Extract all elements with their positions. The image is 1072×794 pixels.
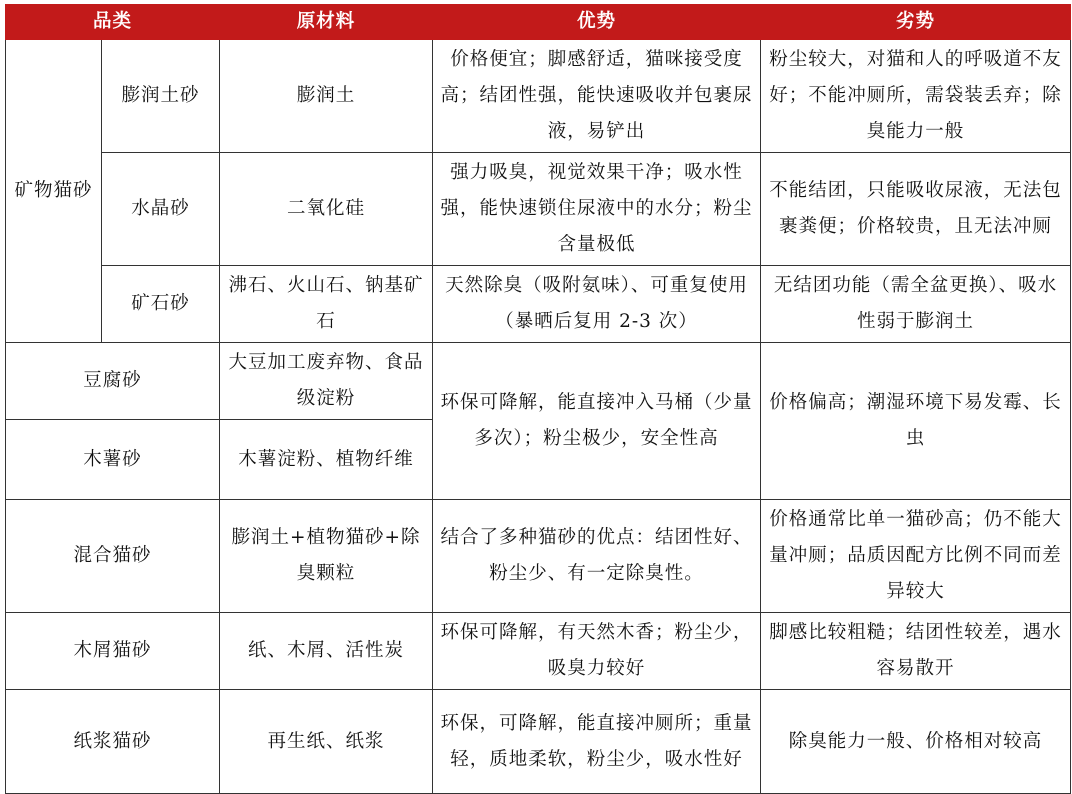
pros-ore: 天然除臭（吸附氨味）、可重复使用（暴晒后复用 2-3 次） [433, 266, 761, 343]
header-pros: 优势 [433, 5, 761, 40]
pros-plant-based: 环保可降解，能直接冲入马桶（少量多次）；粉尘极少，安全性高 [433, 343, 761, 500]
category-name-cassava: 木薯砂 [6, 420, 220, 500]
table-row-tofu [6, 343, 1071, 420]
comparison-table-wrapper [5, 4, 1070, 794]
table-row-paper [6, 690, 1071, 794]
cons-paper: 除臭能力一般、价格相对较高 [761, 690, 1071, 794]
cons-ore: 无结团功能（需全盆更换）、吸水性弱于膨润土 [761, 266, 1071, 343]
table-row-mixed [6, 500, 1071, 613]
table-row-crystal [6, 153, 1071, 266]
header-category: 品类 [6, 5, 220, 40]
material-bentonite: 膨润土 [220, 40, 433, 153]
table-row-sawdust [6, 613, 1071, 690]
material-cassava: 木薯淀粉、植物纤维 [220, 420, 433, 500]
category-name-tofu: 豆腐砂 [6, 343, 220, 420]
category-name-bentonite: 膨润土砂 [102, 40, 220, 153]
pros-crystal: 强力吸臭，视觉效果干净；吸水性强，能快速锁住尿液中的水分；粉尘含量极低 [433, 153, 761, 266]
material-ore: 沸石、火山石、钠基矿石 [220, 266, 433, 343]
pros-bentonite: 价格便宜；脚感舒适，猫咪接受度高；结团性强，能快速吸收并包裹尿液，易铲出 [433, 40, 761, 153]
cons-mixed: 价格通常比单一猫砂高；仍不能大量冲厕；品质因配方比例不同而差异较大 [761, 500, 1071, 613]
pros-sawdust: 环保可降解，有天然木香；粉尘少，吸臭力较好 [433, 613, 761, 690]
header-cons: 劣势 [761, 5, 1071, 40]
pros-paper: 环保，可降解，能直接冲厕所；重量轻，质地柔软，粉尘少，吸水性好 [433, 690, 761, 794]
cat-litter-comparison-table [5, 4, 1071, 794]
category-name-paper: 纸浆猫砂 [6, 690, 220, 794]
material-mixed: 膨润土+植物猫砂+除臭颗粒 [220, 500, 433, 613]
category-name-sawdust: 木屑猫砂 [6, 613, 220, 690]
cons-plant-based: 价格偏高；潮湿环境下易发霉、长虫 [761, 343, 1071, 500]
category-name-ore: 矿石砂 [102, 266, 220, 343]
mineral-group-label: 矿物猫砂 [6, 40, 102, 343]
material-paper: 再生纸、纸浆 [220, 690, 433, 794]
table-row-ore [6, 266, 1071, 343]
table-row-bentonite [6, 40, 1071, 153]
material-crystal: 二氧化硅 [220, 153, 433, 266]
category-name-mixed: 混合猫砂 [6, 500, 220, 613]
pros-mixed: 结合了多种猫砂的优点：结团性好、粉尘少、有一定除臭性。 [433, 500, 761, 613]
cons-sawdust: 脚感比较粗糙；结团性较差，遇水容易散开 [761, 613, 1071, 690]
header-material: 原材料 [220, 5, 433, 40]
header-row [6, 5, 1071, 40]
material-tofu: 大豆加工废弃物、食品级淀粉 [220, 343, 433, 420]
cons-crystal: 不能结团，只能吸收尿液，无法包裹粪便；价格较贵，且无法冲厕 [761, 153, 1071, 266]
material-sawdust: 纸、木屑、活性炭 [220, 613, 433, 690]
category-name-crystal: 水晶砂 [102, 153, 220, 266]
cons-bentonite: 粉尘较大，对猫和人的呼吸道不友好；不能冲厕所，需袋装丢弃；除臭能力一般 [761, 40, 1071, 153]
